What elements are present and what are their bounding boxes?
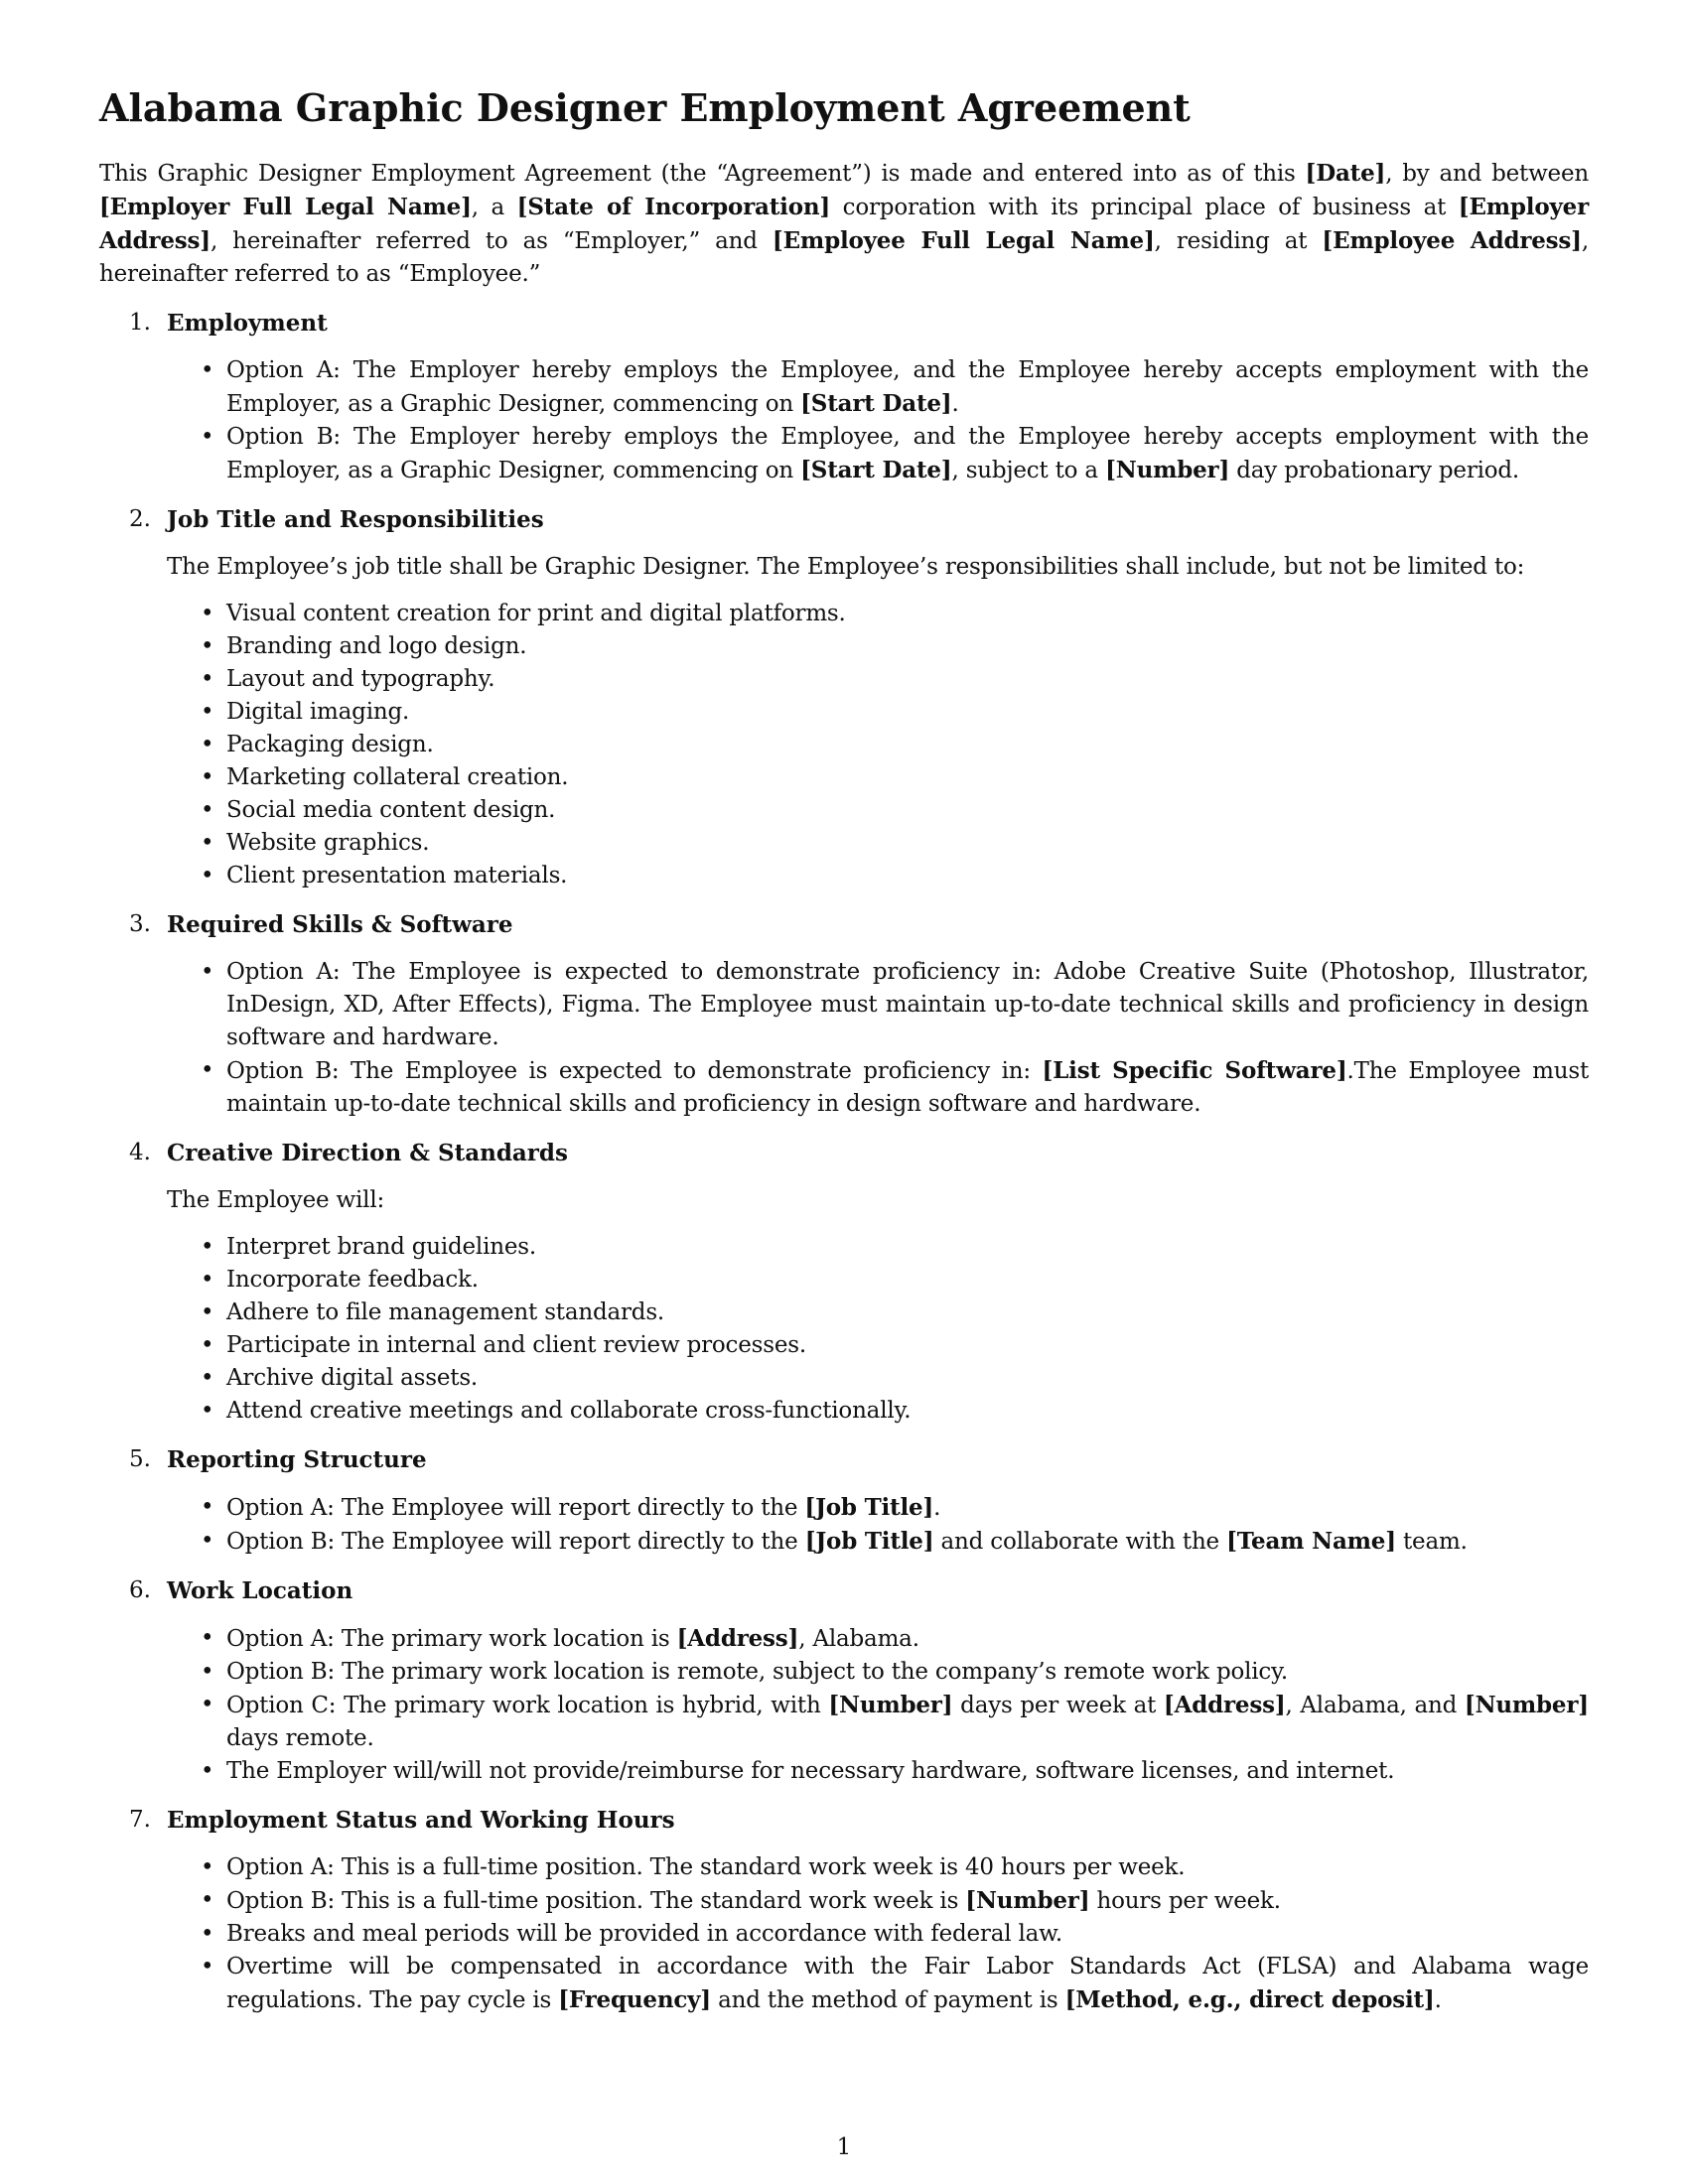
text-run: , a — [471, 194, 517, 220]
document-title: Alabama Graphic Designer Employment Agreement — [99, 85, 1191, 130]
text-run: Option B: This is a full-time position. The standard work week is — [226, 1887, 966, 1914]
placeholder-field: [Method, e.g., direct deposit] — [1064, 1985, 1435, 2013]
text-run: The Employee’s job title shall be Graphic Designer. The Employee’s responsibilities shall include, but not be limited to: — [167, 553, 1525, 580]
text-run: Participate in internal and client review processes. — [226, 1331, 806, 1358]
bullet-list — [167, 1851, 1589, 2017]
placeholder-field: [Number] — [1105, 456, 1230, 483]
list-item — [226, 1525, 1589, 1559]
section-title: Employment — [167, 309, 328, 337]
text-run: Client presentation materials. — [226, 862, 568, 888]
text-run: Branding and logo design. — [226, 632, 527, 659]
text-run: , hereinafter referred to as “Employer,” and — [210, 227, 773, 254]
text-run: Option A: The Employer hereby employs the Employee, and the Employee hereby accepts employment with the Employer, as a Graphic Designer, commencing on — [226, 356, 1589, 417]
bullet-list — [167, 956, 1589, 1121]
text-run: Attend creative meetings and collaborate cross-functionally. — [226, 1397, 912, 1424]
text-run: , hereinafter referred to as “Employee.” — [99, 227, 1589, 287]
text-run: day probationary period. — [1229, 457, 1520, 483]
section — [99, 1443, 1589, 1559]
list-item — [226, 1329, 1589, 1362]
placeholder-field: [Team Name] — [1226, 1527, 1396, 1555]
text-run: Visual content creation for print and digital platforms. — [226, 600, 846, 626]
list-item — [226, 956, 1589, 1054]
placeholder-field: [Employee Address] — [1322, 226, 1582, 254]
section-body — [99, 354, 1589, 487]
section-number: 7. — [129, 1806, 151, 1833]
text-run: Option B: The Employer hereby employs the Employee, and the Employee hereby accepts employment with the Employer, as a Graphic Designer, commencing on — [226, 423, 1589, 483]
placeholder-field: [Start Date] — [800, 456, 952, 483]
section-number: 6. — [129, 1576, 151, 1603]
text-run: . — [951, 390, 959, 417]
list-item — [226, 761, 1589, 794]
section-body — [99, 956, 1589, 1121]
list-item — [226, 1362, 1589, 1395]
section — [99, 1574, 1589, 1788]
section — [99, 1137, 1589, 1428]
bullet-list — [167, 354, 1589, 487]
text-run: , Alabama. — [798, 1625, 919, 1652]
list-item — [226, 354, 1589, 421]
text-run: .The Employee must maintain up-to-date technical skills and proficiency in design software and hardware. — [226, 1057, 1589, 1117]
placeholder-field: [Job Title] — [804, 1527, 934, 1555]
list-item — [226, 421, 1589, 487]
placeholder-field: [Number] — [965, 1886, 1090, 1914]
text-run: Option B: The primary work location is remote, subject to the company’s remote work policy. — [226, 1658, 1288, 1685]
text-run: . — [933, 1494, 941, 1521]
section-heading — [99, 908, 1589, 942]
text-run: , by and between — [1385, 160, 1589, 187]
text-run: Option A: The primary work location is — [226, 1625, 677, 1652]
list-item — [226, 1231, 1589, 1264]
text-run: Breaks and meal periods will be provided in accordance with federal law. — [226, 1920, 1063, 1947]
placeholder-field: [Start Date] — [800, 389, 952, 417]
list-item — [226, 630, 1589, 663]
list-item — [226, 729, 1589, 761]
section-title: Work Location — [167, 1576, 353, 1604]
list-item — [226, 1851, 1589, 1884]
text-run: Layout and typography. — [226, 665, 495, 692]
placeholder-field: [Address] — [676, 1624, 799, 1652]
text-run: Option C: The primary work location is hybrid, with — [226, 1692, 829, 1718]
placeholder-field: [Number] — [828, 1691, 953, 1718]
text-run: Archive digital assets. — [226, 1364, 479, 1391]
text-run: hours per week. — [1089, 1887, 1281, 1914]
text-run: Option B: The Employee will report directly to the — [226, 1528, 805, 1555]
list-item — [226, 1656, 1589, 1689]
section-heading — [99, 1574, 1589, 1608]
section-body — [99, 1184, 1589, 1428]
list-item — [226, 827, 1589, 860]
list-item — [226, 1297, 1589, 1329]
section-heading — [99, 503, 1589, 537]
list-item — [226, 1918, 1589, 1951]
text-run: . — [1434, 1986, 1442, 2013]
sections-list — [99, 307, 1589, 2017]
placeholder-field: [Date] — [1305, 159, 1386, 187]
text-run: The Employee will: — [167, 1186, 385, 1213]
list-item — [226, 598, 1589, 630]
section-lead — [167, 551, 1589, 584]
list-item — [226, 1884, 1589, 1918]
bullet-list — [167, 1231, 1589, 1428]
section-heading — [99, 1804, 1589, 1838]
list-item — [226, 1951, 1589, 2017]
section-heading — [99, 307, 1589, 341]
list-item — [226, 696, 1589, 729]
placeholder-field: [Employee Full Legal Name] — [772, 226, 1155, 254]
list-item — [226, 1395, 1589, 1428]
text-run: This Graphic Designer Employment Agreement (the “Agreement”) is made and entered into as of this — [99, 160, 1306, 187]
section-number: 2. — [129, 505, 151, 532]
text-run: Adhere to file management standards. — [226, 1298, 665, 1325]
placeholder-field: [Address] — [1163, 1691, 1286, 1718]
placeholder-field: [State of Incorporation] — [516, 193, 831, 220]
placeholder-field: [Job Title] — [804, 1493, 934, 1521]
section-body — [99, 1491, 1589, 1559]
text-run: Website graphics. — [226, 829, 430, 856]
section-body — [99, 551, 1589, 892]
text-run: Option A: This is a full-time position. The standard work week is 40 hours per week. — [226, 1853, 1186, 1880]
section-number: 3. — [129, 910, 151, 937]
text-run: , Alabama, and — [1285, 1692, 1465, 1718]
text-run: Option A: The Employee will report directly to the — [226, 1494, 805, 1521]
text-run: team. — [1395, 1528, 1468, 1555]
bullet-list — [167, 1622, 1589, 1788]
text-run: Incorporate feedback. — [226, 1266, 479, 1293]
placeholder-field: [Number] — [1464, 1691, 1589, 1718]
section-number: 1. — [129, 309, 151, 336]
placeholder-field: [List Specific Software] — [1042, 1056, 1347, 1084]
section — [99, 908, 1589, 1121]
intro-paragraph — [99, 157, 1589, 291]
section-number: 4. — [129, 1139, 151, 1165]
text-run: Social media content design. — [226, 796, 556, 823]
section-title: Employment Status and Working Hours — [167, 1806, 675, 1834]
text-run: and collaborate with the — [933, 1528, 1227, 1555]
list-item — [226, 1755, 1589, 1788]
text-run: Packaging design. — [226, 731, 434, 757]
section-heading — [99, 1443, 1589, 1477]
placeholder-field: [Employer Full Legal Name] — [99, 193, 472, 220]
placeholder-field: [Frequency] — [558, 1985, 711, 2013]
text-run: The Employer will/will not provide/reimburse for necessary hardware, software licenses, and internet. — [226, 1757, 1395, 1784]
section-body — [99, 1622, 1589, 1788]
section-title: Required Skills & Software — [167, 910, 513, 938]
text-run: Option B: The Employee is expected to demonstrate proficiency in: — [226, 1057, 1043, 1084]
text-run: , subject to a — [951, 457, 1106, 483]
text-run: Marketing collateral creation. — [226, 763, 569, 790]
list-item — [226, 1622, 1589, 1656]
page-number: 1 — [836, 2134, 852, 2160]
section — [99, 307, 1589, 487]
text-run: Overtime will be compensated in accordance with the Fair Labor Standards Act (FLSA) and Alabama wage regulations. The pay cycle is — [226, 1953, 1589, 2013]
text-run: and the method of payment is — [711, 1986, 1065, 2013]
list-item — [226, 1054, 1589, 1121]
section-number: 5. — [129, 1445, 151, 1472]
text-run: , residing at — [1154, 227, 1323, 254]
list-item — [226, 663, 1589, 696]
section — [99, 1804, 1589, 2017]
list-item — [226, 860, 1589, 892]
document-page — [99, 85, 1589, 2017]
bullet-list — [167, 1491, 1589, 1559]
section — [99, 503, 1589, 892]
list-item — [226, 1264, 1589, 1297]
placeholder-field: [Employer Address] — [99, 193, 1589, 254]
section-title: Creative Direction & Standards — [167, 1139, 568, 1166]
list-item — [226, 1689, 1589, 1755]
text-run: corporation with its principal place of business at — [830, 194, 1459, 220]
section-title: Reporting Structure — [167, 1445, 427, 1473]
text-run: Option A: The Employee is expected to demonstrate proficiency in: Adobe Creative Suite (Photoshop, Illustrator, InDesign, XD, After Effects), Figma. The Employee must maintain up-to-date technical skills and proficiency in design software and hardware. — [226, 958, 1589, 1050]
list-item — [226, 794, 1589, 827]
text-run: Interpret brand guidelines. — [226, 1233, 536, 1260]
section-title: Job Title and Responsibilities — [167, 505, 544, 533]
list-item — [226, 1491, 1589, 1525]
section-lead — [167, 1184, 1589, 1217]
text-run: days per week at — [952, 1692, 1164, 1718]
text-run: Digital imaging. — [226, 698, 410, 725]
bullet-list — [167, 598, 1589, 892]
section-heading — [99, 1137, 1589, 1170]
text-run: days remote. — [226, 1724, 374, 1751]
section-body — [99, 1851, 1589, 2017]
